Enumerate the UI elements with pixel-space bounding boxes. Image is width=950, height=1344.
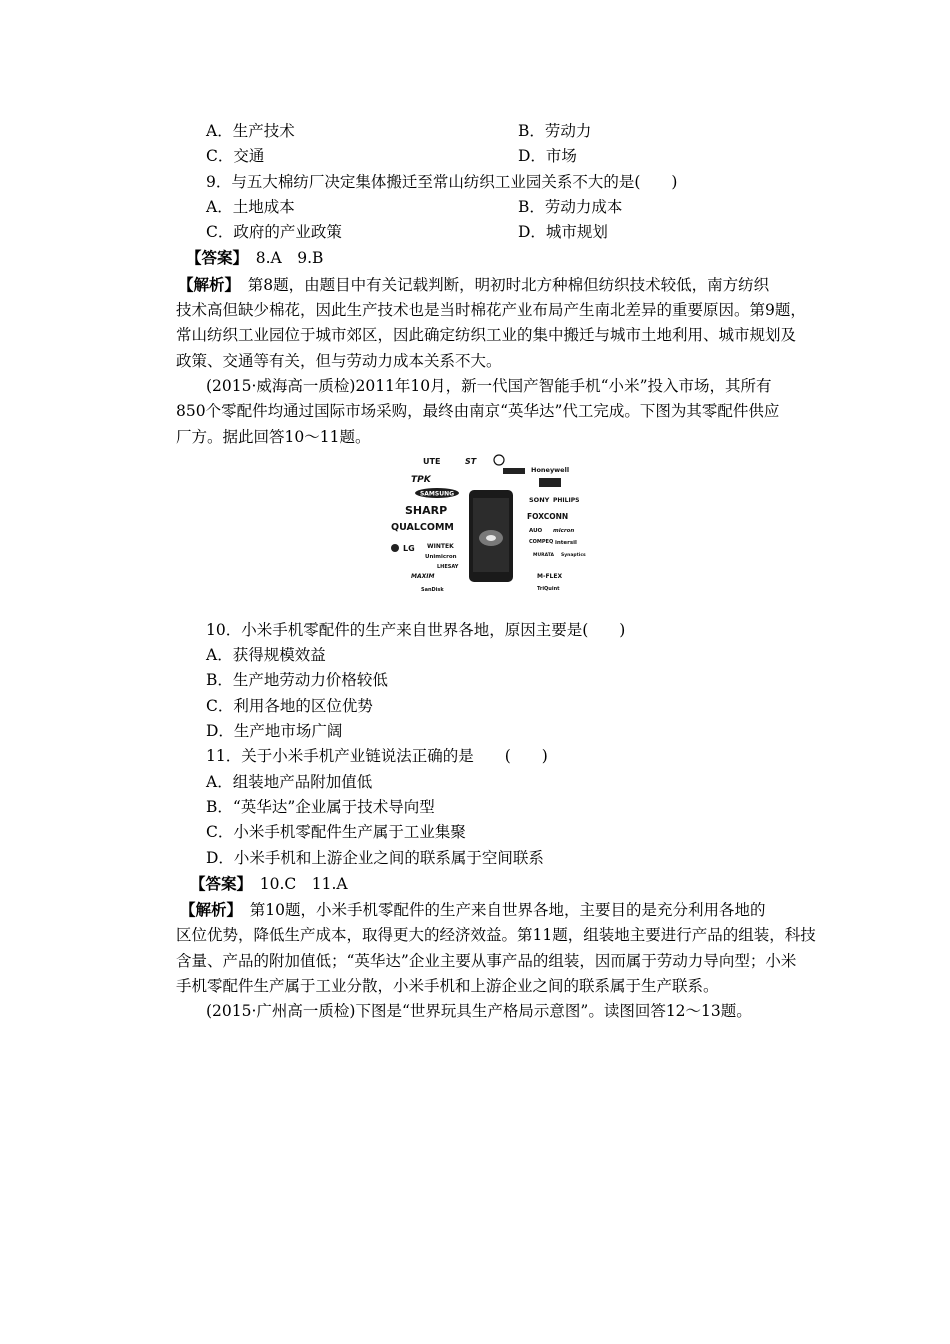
logo-tpk: TPK: [411, 475, 431, 485]
analysis-tag: 【解析】: [180, 900, 235, 920]
logo-sandisk: SanDisk: [421, 587, 444, 593]
q8-option-a: A．生产技术: [206, 122, 295, 140]
logo-block-icon: [503, 468, 525, 474]
logo-lg: LG: [403, 544, 415, 553]
intro-10-11: [176, 374, 816, 450]
q11-option-c: C．小米手机零配件生产属于工业集聚: [206, 823, 466, 842]
logo-st: ST: [465, 457, 477, 466]
logo-dark-block-icon: [539, 478, 561, 487]
intro-12-13: (2015·广州高一质检)下图是“世界玩具生产格局示意图”。读图回答12～13题。: [206, 1002, 752, 1021]
logo-lg-circle-icon: [391, 544, 399, 552]
logo-honeywell: Honeywell: [531, 466, 570, 474]
analysis-line-3: 常山纺织工业园位于城市郊区，因此确定纺织工业的集中搬迁与城市土地利用、城市规划及: [176, 326, 797, 345]
logo-sony: SONY: [529, 496, 550, 504]
answer-8-9: [176, 245, 816, 271]
logo-maxim: MAXIM: [411, 573, 435, 580]
analysis-10-11: [176, 897, 816, 999]
q9-option-b: B．劳动力成本: [518, 197, 623, 216]
q11-stem: 11．关于小米手机产业链说法正确的是 ( ): [206, 747, 548, 766]
logo-intersil: intersil: [555, 540, 577, 546]
q8-options-row-1: [176, 119, 816, 144]
q9-options-row-2: [176, 220, 816, 245]
analysis-line-2: 技术高但缺少棉花，因此生产技术也是当时棉花产业布局产生南北差异的重要原因。第9题，: [176, 301, 806, 320]
answer-text: 8.A 9.B: [240, 249, 324, 268]
intro-line-2: 850个零配件均通过国际市场采购，最终由南京“英华达”代工完成。下图为其零配件供应: [176, 402, 780, 421]
q9-option-a: A．土地成本: [206, 197, 295, 216]
q10-option-d: D．生产地市场广阔: [206, 722, 343, 741]
q10-stem: 10．小米手机零配件的生产来自世界各地，原因主要是( ): [206, 620, 626, 639]
analysis-line-3: 含量、产品的附加值低；“英华达”企业主要从事产品的组装，因而属于劳动力导向型；小米: [176, 951, 797, 970]
q11-option-b: B．“英华达”企业属于技术导向型: [206, 797, 435, 816]
supplier-logos-image: [381, 452, 591, 602]
logo-lhesay: LHESAY: [437, 564, 459, 570]
analysis-8-9: [176, 272, 816, 374]
q8-options-row-2: [176, 144, 816, 169]
q8-option-d: D．市场: [518, 147, 577, 166]
analysis-line-4: 手机零配件生产属于工业分散，小米手机和上游企业之间的联系属于生产联系。: [176, 977, 719, 996]
logo-unimicron: Unimicron: [425, 554, 457, 560]
supplier-logos-figure: [381, 452, 591, 602]
q10-option-b: B．生产地劳动力价格较低: [206, 671, 388, 690]
logo-auo: AUO: [529, 528, 543, 534]
answer-tag: 【答案】: [190, 873, 245, 893]
logo-triquint: TriQuint: [537, 586, 560, 592]
q9-stem: 9．与五大棉纺厂决定集体搬迁至常山纺织工业园关系不大的是( ): [206, 172, 678, 191]
analysis-line-1: 第8题，由题目中有关记载判断，明初时北方种棉但纺织技术较低，南方纺织: [232, 275, 770, 294]
analysis-line-4: 政策、交通等有关，但与劳动力成本关系不大。: [176, 351, 502, 370]
logo-murata: MURATA: [533, 553, 554, 558]
logo-philips: PHILIPS: [553, 497, 580, 504]
q8-option-b: B．劳动力: [518, 122, 592, 140]
logo-sharp: SHARP: [405, 504, 448, 517]
analysis-tag: 【解析】: [178, 274, 233, 294]
logo-compeq: COMPEQ: [529, 539, 554, 545]
q10-option-c: C．利用各地的区位优势: [206, 696, 373, 715]
intro-line-1: (2015·威海高一质检)2011年10月，新一代国产智能手机“小米”投入市场，其所有: [206, 376, 772, 395]
logo-foxconn: FOXCONN: [527, 512, 569, 521]
logo-qualcomm: QUALCOMM: [391, 522, 454, 533]
q9-option-d: D．城市规划: [518, 223, 608, 242]
logo-ute: UTE: [423, 457, 441, 466]
q9-options-row-1: [176, 195, 816, 220]
logo-mflex: M-FLEX: [537, 573, 563, 580]
intro-line-3: 厂方。据此回答10～11题。: [176, 427, 371, 446]
q8-option-c: C．交通: [206, 147, 265, 166]
answer-10-11: [176, 871, 816, 897]
logo-synaptics: Synaptics: [561, 553, 586, 558]
answer-tag: 【答案】: [186, 248, 241, 268]
q11-option-d: D．小米手机和上游企业之间的联系属于空间联系: [206, 848, 544, 867]
answer-text: 10.C 11.A: [244, 874, 348, 893]
logo-samsung: SAMSUNG: [419, 490, 455, 498]
logo-wintek: WINTEK: [427, 543, 454, 550]
q9-option-c: C．政府的产业政策: [206, 223, 342, 242]
q10-option-a: A．获得规模效益: [206, 646, 326, 665]
analysis-line-1: 第10题，小米手机零配件的生产来自世界各地，主要目的是充分利用各地的: [234, 901, 766, 920]
logo-micron: micron: [553, 528, 575, 534]
q11-option-a: A．组装地产品附加值低: [206, 772, 373, 791]
analysis-line-2: 区位优势，降低生产成本，取得更大的经济效益。第11题，组装地主要进行产品的组装，科技: [176, 926, 816, 945]
